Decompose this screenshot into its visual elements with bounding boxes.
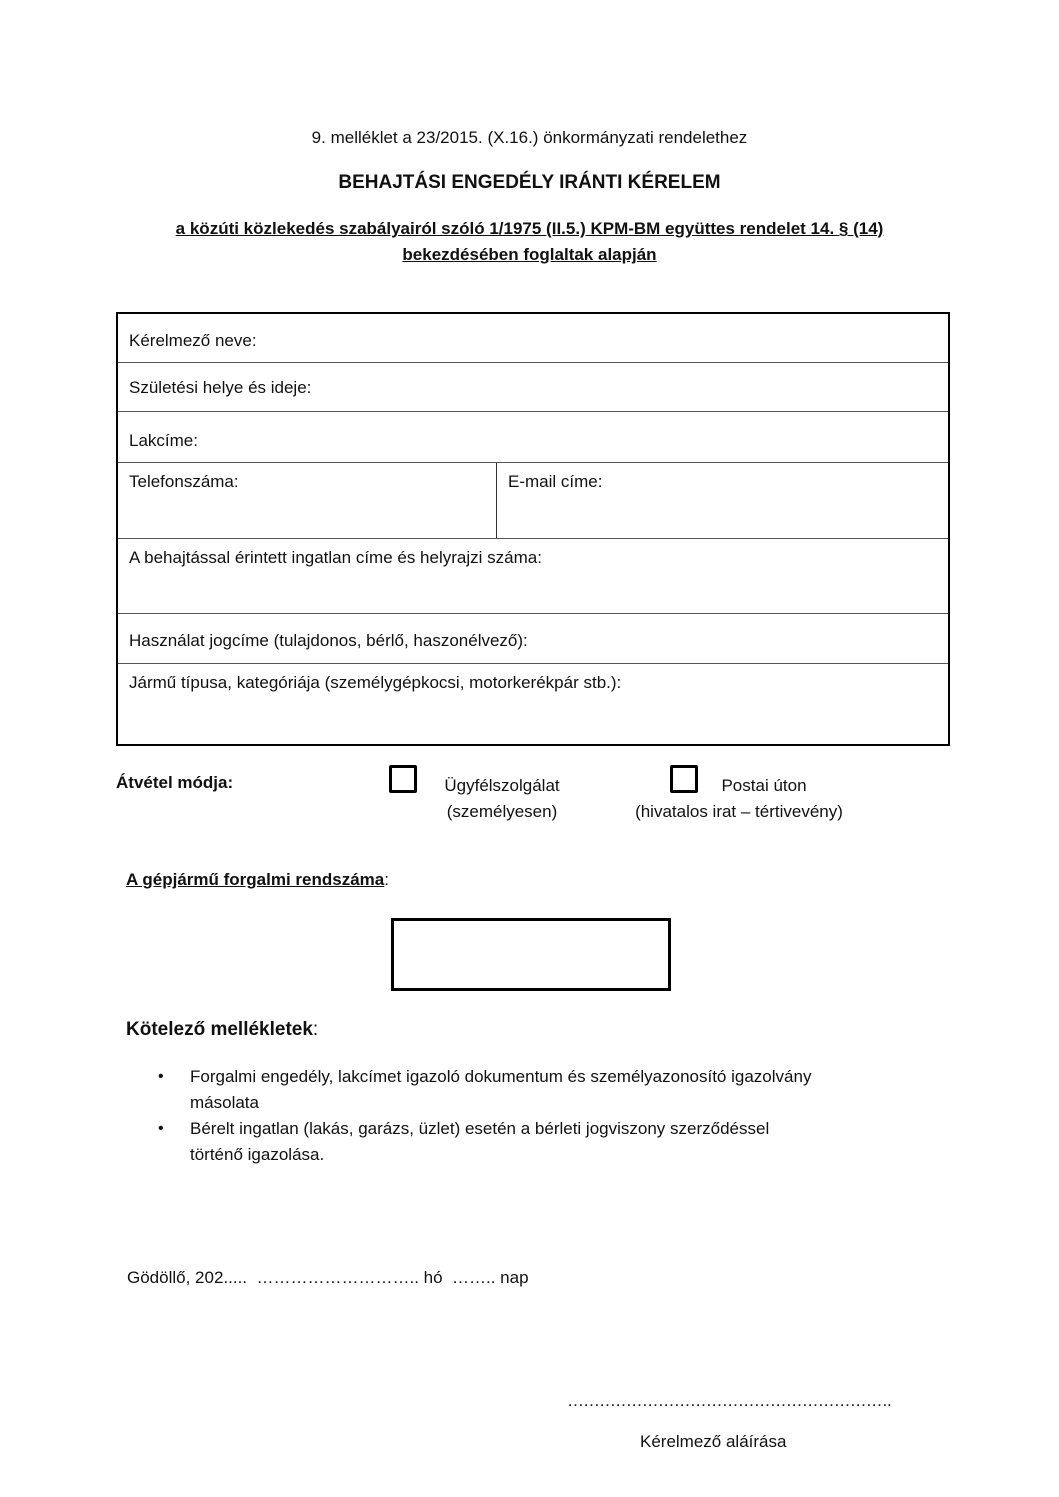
delivery-in-person-checkbox[interactable] [389, 765, 417, 793]
birth-place-date-label: Születési helye és ideje: [129, 378, 312, 397]
applicant-form-table [116, 312, 950, 746]
subtitle-line-1: a közúti közlekedés szabályairól szóló 1/1975 (II.5.) KPM-BM együttes rendelet 14. § (14) [175, 219, 884, 238]
vehicle-type-label: Jármű típusa, kategóriája (személygépkocsi, motorkerékpár stb.): [129, 673, 622, 692]
signature-line: ……………………………………………………. [567, 1391, 891, 1410]
attachments-label: Kötelező mellékletek [126, 1019, 313, 1040]
attachment-item-line: Forgalmi engedély, lakcímet igazoló dokumentum és személyazonosító igazolvány [190, 1067, 812, 1086]
phone-field[interactable] [118, 463, 496, 538]
annex-note: 9. melléklet a 23/2015. (X.16.) önkormányzati rendelethez [311, 128, 748, 147]
email-field[interactable] [497, 463, 948, 538]
plate-number-colon: : [384, 870, 389, 889]
place-date-line: Gödöllő, 202..... ……………………….. hó …….. nap [127, 1268, 529, 1287]
subtitle-line-2: bekezdésében foglaltak alapján [402, 245, 657, 264]
attachment-item-line: másolata [190, 1093, 259, 1112]
contact-row [118, 463, 948, 539]
delivery-method-label: Átvétel módja: [116, 773, 234, 792]
attachment-item-line: Bérelt ingatlan (lakás, garázs, üzlet) esetén a bérleti jogviszony szerződéssel [190, 1119, 770, 1138]
property-address-field[interactable] [118, 539, 948, 614]
vehicle-type-field[interactable] [118, 664, 948, 744]
attachment-item [150, 1064, 910, 1116]
applicant-name-field[interactable] [118, 314, 948, 363]
email-label: E-mail címe: [508, 472, 603, 491]
usage-title-label: Használat jogcíme (tulajdonos, bérlő, haszonélvező): [129, 631, 528, 650]
attachments-colon: : [312, 1019, 319, 1040]
plate-number-input[interactable] [391, 918, 671, 991]
plate-number-heading [126, 870, 389, 890]
attachments-list [150, 1064, 910, 1168]
attachment-item [150, 1116, 910, 1168]
delivery-in-person-label: Ügyfélszolgálat [444, 776, 560, 795]
delivery-in-person-sublabel: (személyesen) [446, 802, 558, 821]
address-label: Lakcíme: [129, 431, 198, 450]
birth-place-date-field[interactable] [118, 363, 948, 412]
attachment-item-line: történő igazolása. [190, 1145, 325, 1164]
bullet-icon: • [158, 1068, 164, 1085]
signature-label: Kérelmező aláírása [640, 1432, 787, 1451]
phone-label: Telefonszáma: [129, 472, 239, 491]
document-title: BEHAJTÁSI ENGEDÉLY IRÁNTI KÉRELEM [338, 172, 721, 193]
plate-number-label: A gépjármű forgalmi rendszáma [126, 870, 385, 889]
usage-title-field[interactable] [118, 614, 948, 664]
bullet-icon: • [158, 1120, 164, 1137]
applicant-name-label: Kérelmező neve: [129, 331, 257, 350]
document-subtitle [0, 216, 1059, 268]
property-address-label: A behajtással érintett ingatlan címe és helyrajzi száma: [129, 548, 542, 567]
delivery-post-option [608, 773, 870, 825]
delivery-post-sublabel: (hivatalos irat – tértivevény) [635, 802, 843, 821]
delivery-in-person-option [418, 773, 586, 825]
delivery-post-label: Postai úton [721, 776, 807, 795]
attachments-heading [126, 1019, 318, 1041]
address-field[interactable] [118, 412, 948, 463]
